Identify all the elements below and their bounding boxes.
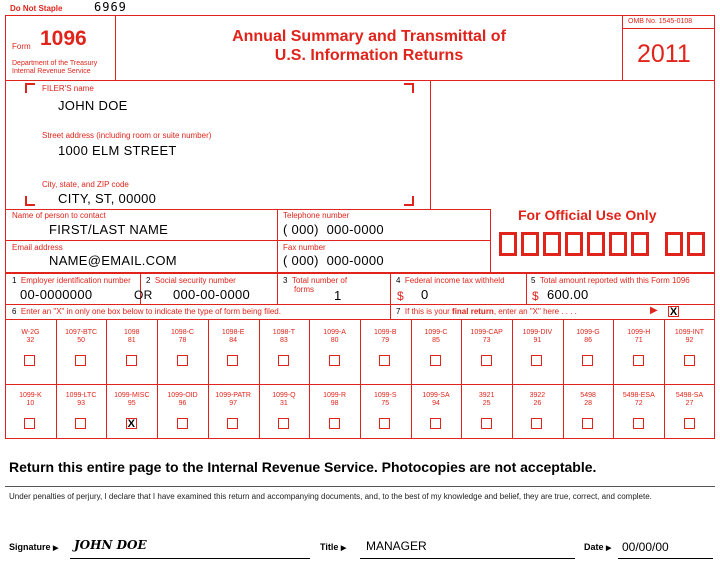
form-type-label: [517, 392, 557, 408]
form-type-name: 5498-ESA: [622, 392, 655, 399]
form-type-checkbox[interactable]: [430, 418, 441, 429]
form-type-checkbox[interactable]: [75, 355, 86, 366]
form-type-name: 1099-H: [627, 329, 651, 336]
form-type-checkbox[interactable]: [177, 418, 188, 429]
return-notice: Return this entire page to the Internal Revenue Service. Photocopies are not acceptable.: [9, 459, 597, 475]
official-use-box: [543, 232, 561, 256]
city-state-zip-label: City, state, and ZIP code: [42, 180, 129, 189]
form-type-code: 10: [26, 400, 35, 408]
form-type-label: [315, 329, 355, 345]
form-title-line2: U.S. Information Returns: [274, 47, 464, 64]
form-type-name: 5498: [580, 392, 596, 399]
form-type-checkbox[interactable]: [24, 418, 35, 429]
perjury-statement: Under penalties of perjury, I declare that I have examined this return and accompanying documents, and, to the best of my knowledge and belief, they are true, correct, and complete.: [9, 492, 652, 501]
form-type-label: [61, 392, 101, 408]
form-number: 1096: [40, 27, 87, 50]
form-type-checkbox[interactable]: [582, 355, 593, 366]
title-value[interactable]: MANAGER: [366, 539, 427, 553]
corner-mark-bl: [25, 196, 35, 206]
department: Department of the Treasury: [12, 60, 98, 67]
email-label: Email address: [12, 243, 63, 252]
form-type-name: 1099-CAP: [470, 329, 503, 336]
official-use-box: [609, 232, 627, 256]
form-type-code: 28: [584, 400, 592, 408]
agency: Internal Revenue Service: [12, 68, 91, 75]
street-address-label: Street address (including room or suite number): [42, 131, 212, 140]
form-type-checkbox[interactable]: [481, 418, 492, 429]
form-type-checkbox[interactable]: [329, 418, 340, 429]
box5-dollar: $: [532, 289, 539, 303]
form-type-checkbox[interactable]: [278, 355, 289, 366]
form-type-code: 84: [229, 337, 238, 345]
form-type-code: 75: [381, 400, 390, 408]
form-type-name: W-2G: [21, 329, 40, 336]
form-type-code: 95: [127, 400, 136, 408]
form-type-label: [670, 329, 710, 345]
form-type-name: 1098-T: [272, 329, 295, 336]
corner-mark-tr: [404, 83, 414, 93]
form-type-checkbox[interactable]: [684, 355, 695, 366]
form-type-label: [568, 392, 608, 408]
official-use-box: [499, 232, 517, 256]
form-type-code: 98: [330, 400, 339, 408]
form-type-checkbox[interactable]: [633, 418, 644, 429]
form-type-checkbox[interactable]: [531, 418, 542, 429]
form-type-name: 1099-R: [323, 392, 347, 399]
form-type-checkbox[interactable]: [24, 355, 35, 366]
form-type-code: 86: [584, 337, 592, 345]
box1-label: 1 Employer identification number: [12, 276, 131, 285]
omb-number: OMB No. 1545-0108: [628, 18, 693, 25]
form-type-checkbox[interactable]: [75, 418, 86, 429]
form-type-name: 1099-DIV: [522, 329, 553, 336]
form-type-code: 92: [685, 337, 694, 345]
form-type-name: 1099-SA: [422, 392, 450, 399]
form-type-code: 93: [77, 400, 85, 408]
form-type-label: [365, 329, 405, 345]
fax-label: Fax number: [283, 243, 326, 252]
signature-label: Signature ▶: [9, 542, 59, 552]
form-type-checkbox[interactable]: [379, 418, 390, 429]
fax-value[interactable]: ( 000) 000-0000: [283, 253, 384, 268]
form-type-checkbox[interactable]: [582, 418, 593, 429]
form-type-label: [365, 392, 405, 408]
form-type-checkbox[interactable]: [227, 355, 238, 366]
final-return-checkbox[interactable]: X: [669, 306, 678, 318]
total-amount-value[interactable]: 600.00: [547, 287, 589, 302]
filer-name-value[interactable]: JOHN DOE: [58, 98, 128, 113]
form-type-label: [61, 329, 101, 345]
line6-instruction: 6 Enter an "X" in only one box below to indicate the type of form being filed.: [12, 307, 281, 316]
official-use-box: [687, 232, 705, 256]
form-type-code: 94: [432, 400, 440, 408]
form-type-code: 73: [482, 337, 491, 345]
form-type-checkbox[interactable]: [227, 418, 238, 429]
official-use-box: [521, 232, 539, 256]
form-type-name: 1099-MISC: [114, 392, 150, 399]
corner-mark-br: [404, 196, 414, 206]
form-type-code: 72: [634, 400, 643, 408]
form-type-checkbox[interactable]: [430, 355, 441, 366]
form-type-name: 1099-LTC: [65, 392, 97, 399]
form-type-label: [163, 329, 203, 345]
form-type-checkbox[interactable]: [684, 418, 695, 429]
form-type-name: 1099-PATR: [215, 392, 251, 399]
title-label: Title ▶: [320, 542, 347, 552]
corner-mark-tl: [25, 83, 35, 93]
form-type-label: [264, 329, 304, 345]
form-title-line1: Annual Summary and Transmittal of: [232, 28, 506, 45]
form-type-name: 3921: [478, 392, 495, 399]
form-type-label: [568, 329, 608, 345]
final-return-arrow-icon: ▶: [650, 305, 658, 316]
form-type-name: 1099-INT: [674, 329, 705, 336]
form-type-checkbox[interactable]: [278, 418, 289, 429]
tax-withheld-value[interactable]: 0: [421, 287, 429, 302]
form-type-label: [467, 392, 507, 408]
form-type-label: [619, 329, 659, 345]
box5-label: 5 Total amount reported with this Form 1096: [531, 276, 690, 285]
form-type-code: 97: [229, 400, 238, 408]
form-type-label: [264, 392, 304, 408]
form-type-label: [517, 329, 557, 345]
form-type-checkbox[interactable]: [329, 355, 340, 366]
form-type-checkbox[interactable]: [177, 355, 188, 366]
form-type-name: 1099-S: [374, 392, 397, 399]
ein-value[interactable]: 00-0000000: [20, 287, 93, 302]
telephone-label: Telephone number: [283, 211, 350, 220]
box3-label: 3 Total number of: [283, 276, 348, 285]
date-label: Date ▶: [584, 542, 612, 552]
form-type-label: [467, 329, 507, 345]
official-use-box: [631, 232, 649, 256]
form-type-code: 27: [685, 400, 694, 408]
form-type-code: 31: [279, 400, 288, 408]
form-type-label: [416, 329, 456, 345]
form-type-label: [213, 329, 253, 345]
form-type-code: 80: [330, 337, 339, 345]
form-type-label: [315, 392, 355, 408]
form-type-label: [10, 392, 50, 408]
form-type-checkbox[interactable]: [481, 355, 492, 366]
filer-name-label: FILER'S name: [42, 84, 94, 93]
form-type-code: 71: [634, 337, 643, 345]
form-type-checkbox[interactable]: [379, 355, 390, 366]
form-type-code: 91: [533, 337, 542, 345]
form-type-name: 1098-C: [171, 329, 194, 336]
city-state-zip-value[interactable]: CITY, ST, 00000: [58, 191, 157, 206]
form-type-code: 78: [178, 337, 187, 345]
official-use-heading: For Official Use Only: [518, 207, 657, 223]
box4-dollar: $: [397, 289, 404, 303]
form-type-name: 1099-A: [323, 329, 346, 336]
form-type-label: [112, 392, 152, 408]
total-forms-value[interactable]: 1: [334, 288, 342, 303]
telephone-value[interactable]: ( 000) 000-0000: [283, 222, 384, 237]
form-type-name: 1099-C: [424, 329, 448, 336]
form-type-label: [416, 392, 456, 408]
form-type-label: [10, 329, 50, 345]
form-type-name: 1097-BTC: [65, 329, 98, 336]
official-use-box: [565, 232, 583, 256]
form-type-name: 3922: [529, 392, 546, 399]
form-type-checkbox[interactable]: [531, 355, 542, 366]
line7-instruction: 7 If this is your final return, enter an "X" here . . . .: [396, 307, 577, 316]
form-type-name: 1098: [124, 329, 140, 336]
box2-label: 2 Social security number: [146, 276, 236, 285]
form-type-name: 5498-SA: [675, 392, 704, 399]
ssn-value[interactable]: 000-00-0000: [173, 287, 251, 302]
form-type-checkbox[interactable]: [126, 355, 137, 366]
box4-label: 4 Federal income tax withheld: [396, 276, 505, 285]
form-label: Form: [12, 42, 31, 51]
form-type-label: [213, 392, 253, 408]
contact-person-value[interactable]: FIRST/LAST NAME: [49, 222, 169, 237]
form-type-name: 1099-Q: [272, 392, 296, 399]
form-type-label: [112, 329, 152, 345]
form-type-code: 25: [482, 400, 491, 408]
or-text: OR: [134, 288, 153, 302]
form-type-name: 1098-E: [221, 329, 245, 336]
form-type-code: 50: [77, 337, 85, 345]
form-type-code: 85: [432, 337, 440, 345]
box3-label-2: forms: [294, 285, 314, 294]
date-value[interactable]: 00/00/00: [622, 540, 669, 554]
official-use-box: [665, 232, 683, 256]
form-type-code: 32: [26, 337, 35, 345]
form-type-label: [619, 392, 659, 408]
form-type-name: 1099-G: [576, 329, 600, 336]
form-type-name: 1099-K: [19, 392, 42, 399]
form-type-code: 83: [279, 337, 288, 345]
form-type-label: [670, 392, 710, 408]
email-value[interactable]: NAME@EMAIL.COM: [49, 253, 177, 268]
form-type-code: 79: [381, 337, 390, 345]
form-type-name: 1099-B: [374, 329, 397, 336]
do-not-staple-note: Do Not Staple: [10, 4, 63, 13]
contact-person-label: Name of person to contact: [12, 211, 106, 220]
form-type-checkbox[interactable]: X: [127, 418, 135, 430]
form-type-code: 81: [127, 337, 136, 345]
form-type-label: [163, 392, 203, 408]
tax-year: 2011: [637, 40, 691, 68]
form-type-checkbox[interactable]: [633, 355, 644, 366]
signature-value[interactable]: JOHN DOE: [74, 538, 147, 552]
street-address-value[interactable]: 1000 ELM STREET: [58, 143, 177, 158]
form-type-name: 1099-OID: [167, 392, 198, 399]
official-use-box: [587, 232, 605, 256]
handwritten-number: 6969: [94, 0, 127, 14]
form-type-code: 96: [178, 400, 187, 408]
form-type-code: 26: [533, 400, 542, 408]
